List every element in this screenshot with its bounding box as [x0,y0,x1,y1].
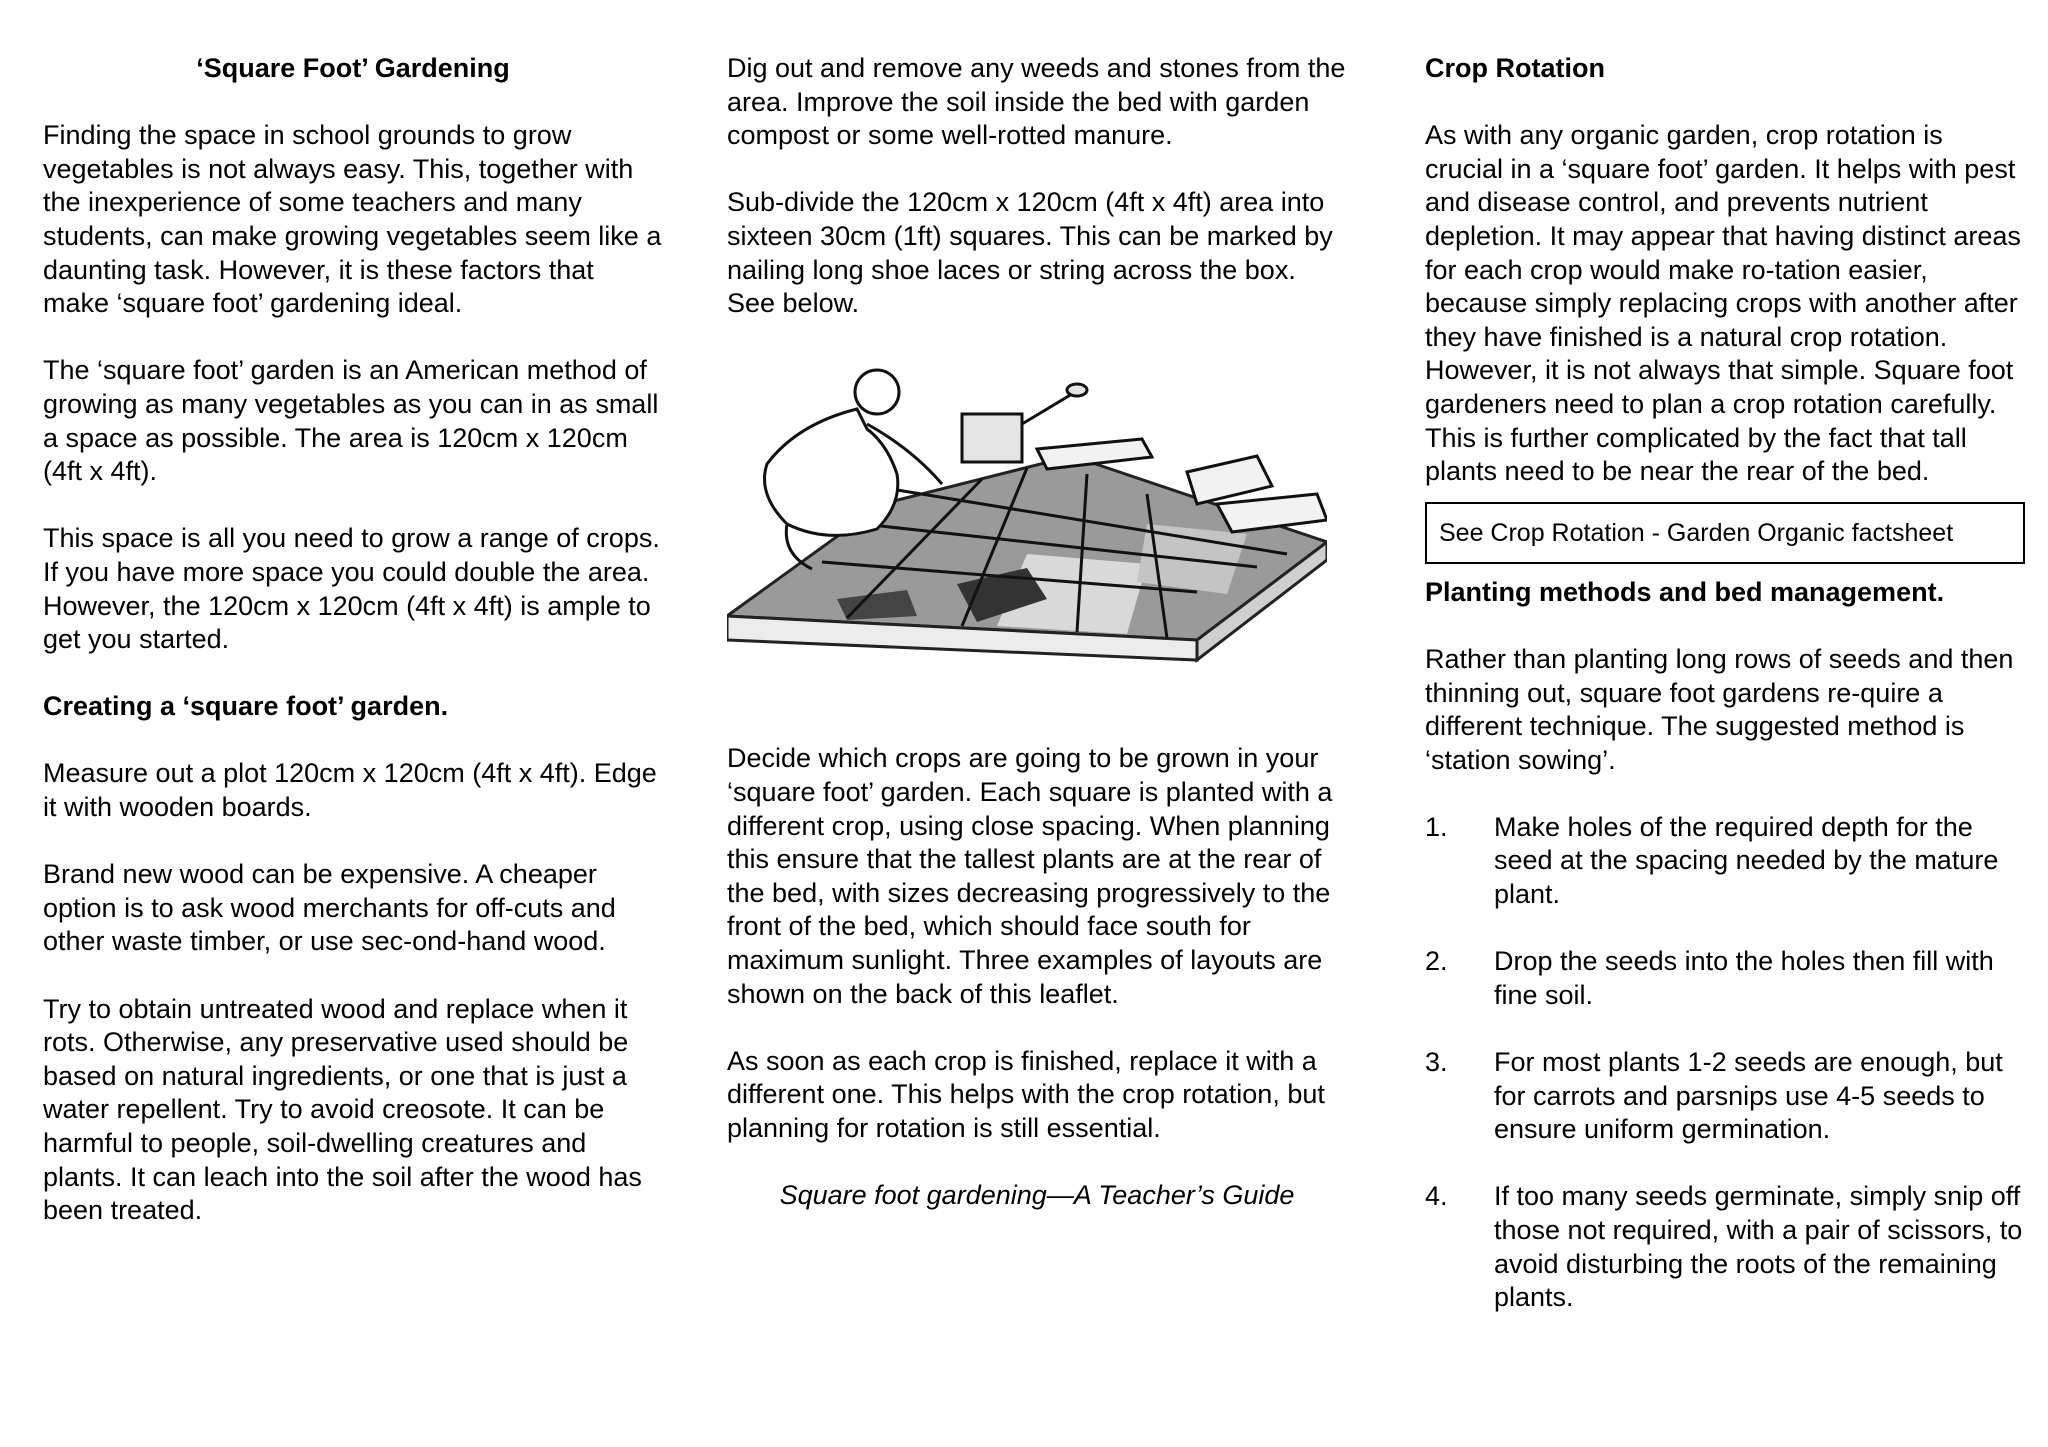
list-item [1425,1180,2025,1314]
footer-caption: Square foot gardening—A Teacher’s Guide [779,1180,1295,1211]
list-item [1425,811,2025,912]
measure-paragraph: Measure out a plot 120cm x 120cm (4ft x 4ft). Edge it with wooden boards. [43,758,657,823]
creating-heading: Creating a ‘square foot’ garden. [43,691,449,722]
intro-line-a: Finding the space in school grounds to grow vegetables is not always easy. This, together with the inexperience of some teachers and many [43,120,634,218]
crop-choice-paragraph: Decide which crops are going to be grown in your ‘square foot’ garden. Each square is planted with a different crop, using close spacing. When planning this ensure that the tallest plants are at the rear of the bed, with sizes decreasing progressively to the front of the bed, which should face south for maximum sunlight. Three examples of layouts are shown on the back of this leaflet. [727,743,1333,1009]
station-sowing-paragraph: Rather than planting long rows of seeds and then thinning out, square foot gardens re-quire a different technique. The suggested method is ‘station sowing’. [1425,643,2014,775]
column-middle [727,52,1347,1246]
column-left [43,52,663,1261]
step-number: 2. [1425,946,1448,977]
list-item [1425,945,2025,1012]
crop-rotation-heading: Crop Rotation [1425,53,1605,83]
step-number: 4. [1425,1181,1448,1212]
page-title: ‘Square Foot’ Gardening [196,53,510,83]
garden-bed-illustration [727,354,1327,684]
list-item [1425,1046,2025,1147]
wood-cost-paragraph: Brand new wood can be expensive. A cheaper option is to ask wood merchants for off-cuts and other waste timber, or use sec-ond-hand wood. [43,859,616,957]
subdivide-paragraph: Sub-divide the 120cm x 120cm (4ft x 4ft) area into sixteen 30cm (1ft) squares. This can be marked by nailing long shoe laces or string across the box. See below. [727,187,1333,319]
dig-paragraph: Dig out and remove any weeds and stones from the area. Improve the soil inside the bed with garden compost or some well-rotted manure. [727,53,1346,151]
intro-paragraph [43,119,663,321]
crop-rotation-paragraph: As with any organic garden, crop rotation is crucial in a ‘square foot’ garden. It helps with pest and disease control, and prevents nutrient depletion. It may appear that having distinct areas for each crop would make ro-tation easier, because simply replacing crops with another after they have finished is a natural crop rotation. However, it is not always that simple. Square foot gardeners need to plan a crop rotation carefully. This is further complicated by the fact that tall plants need to be near the rear of the bed. [1425,120,2021,487]
column-right [1425,52,2025,1348]
step-number: 3. [1425,1047,1448,1078]
replace-crop-paragraph: As soon as each crop is finished, replace it with a different one. This helps with the crop rotation, but planning for rotation is still essential. [727,1045,1325,1143]
step-text: Make holes of the required depth for the seed at the spacing needed by the mature plant. [1494,811,1999,910]
step-number: 1. [1425,811,1448,842]
planting-methods-heading: Planting methods and bed management. [1425,576,1945,607]
step-text: If too many seeds germinate, simply snip off those not required, with a pair of scissors, to avoid disturbing the roots of the remaining plants. [1494,1181,2023,1313]
step-text: Drop the seeds into the holes then fill with fine soil. [1494,946,1994,1010]
intro-line-b: students, can make growing vegetables seem like a daunting task. However, it is these factors that make ‘square foot’ gardening ideal. [43,220,662,319]
space-paragraph: This space is all you need to grow a range of crops. If you have more space you could double the area. However, the 120cm x 120cm (4ft x 4ft) is ample to get you started. [43,523,660,655]
factsheet-note-box: See Crop Rotation - Garden Organic factsheet [1425,502,2025,564]
sowing-steps-list [1425,811,2025,1315]
step-text: For most plants 1-2 seeds are enough, but for carrots and parsnips use 4-5 seeds to ensure uniform germination. [1494,1047,2003,1145]
untreated-wood-paragraph: Try to obtain untreated wood and replace when it rots. Otherwise, any preservative used should be based on natural ingredients, or one that is just a water repellent. Try to avoid creosote. It can be harmful to people, soil-dwelling creatures and plants. It can leach into the soil after the wood has been treated. [43,993,642,1226]
american-method-paragraph: The ‘square foot’ garden is an American method of growing as many vegetables as you can in as small a space as possible. The area is 120cm x 120cm (4ft x 4ft). [43,355,659,487]
